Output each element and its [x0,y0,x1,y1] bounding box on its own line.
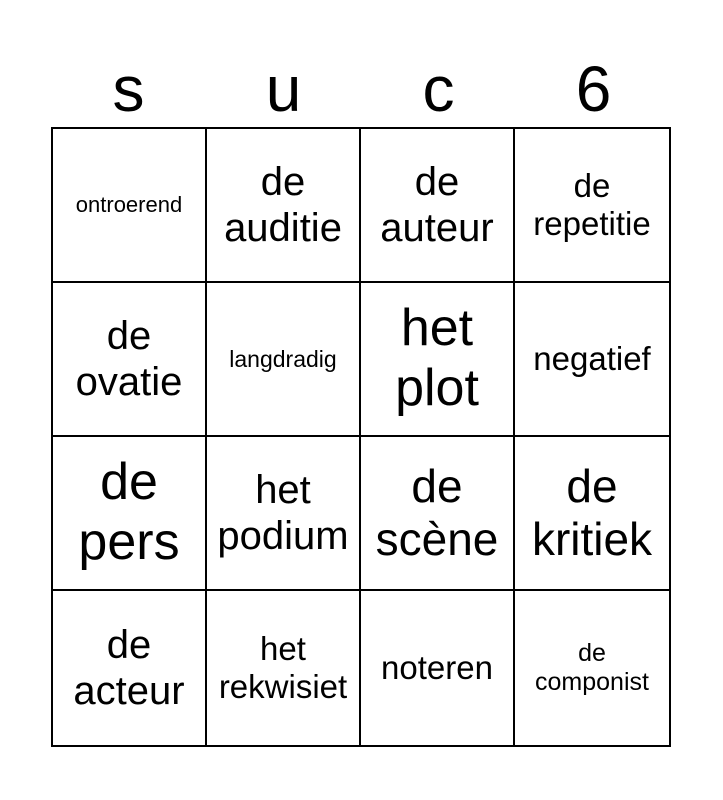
bingo-cell[interactable] [53,437,207,591]
bingo-cell[interactable] [361,129,515,283]
bingo-cell[interactable] [361,437,515,591]
header-letter-4: 6 [575,53,612,125]
bingo-cell[interactable] [515,283,669,437]
bingo-cell[interactable] [207,129,361,283]
cell-text: de auteur [380,160,494,250]
cell-text: het rekwisiet [218,630,348,705]
cell-text: de scène [375,460,499,565]
bingo-cell[interactable] [515,591,669,745]
bingo-cell[interactable] [361,283,515,437]
cell-text: de acteur [73,623,185,713]
cell-text: de pers [78,453,180,571]
cell-text: langdradig [229,345,337,372]
cell-text: negatief [533,340,651,378]
cell-text: noteren [381,649,493,687]
cell-text: de repetitie [533,167,651,242]
bingo-board [51,127,671,747]
bingo-cell[interactable] [361,591,515,745]
cell-text: de componist [535,639,649,696]
bingo-header [51,50,671,128]
header-letter-2: u [265,53,302,125]
header-letter-1: s [112,53,145,125]
bingo-cell[interactable] [515,129,669,283]
cell-text: het podium [217,468,349,558]
cell-text: de ovatie [75,314,183,404]
bingo-cell[interactable] [207,591,361,745]
cell-text: de auditie [224,160,342,250]
bingo-cell[interactable] [515,437,669,591]
bingo-cell[interactable] [53,129,207,283]
cell-text: het plot [395,299,479,417]
bingo-cell[interactable] [207,437,361,591]
header-letter-3: c [422,53,455,125]
bingo-cell[interactable] [207,283,361,437]
bingo-cell[interactable] [53,283,207,437]
bingo-cell[interactable] [53,591,207,745]
cell-text: ontroerend [75,192,183,218]
cell-text: de kritiek [531,460,653,565]
